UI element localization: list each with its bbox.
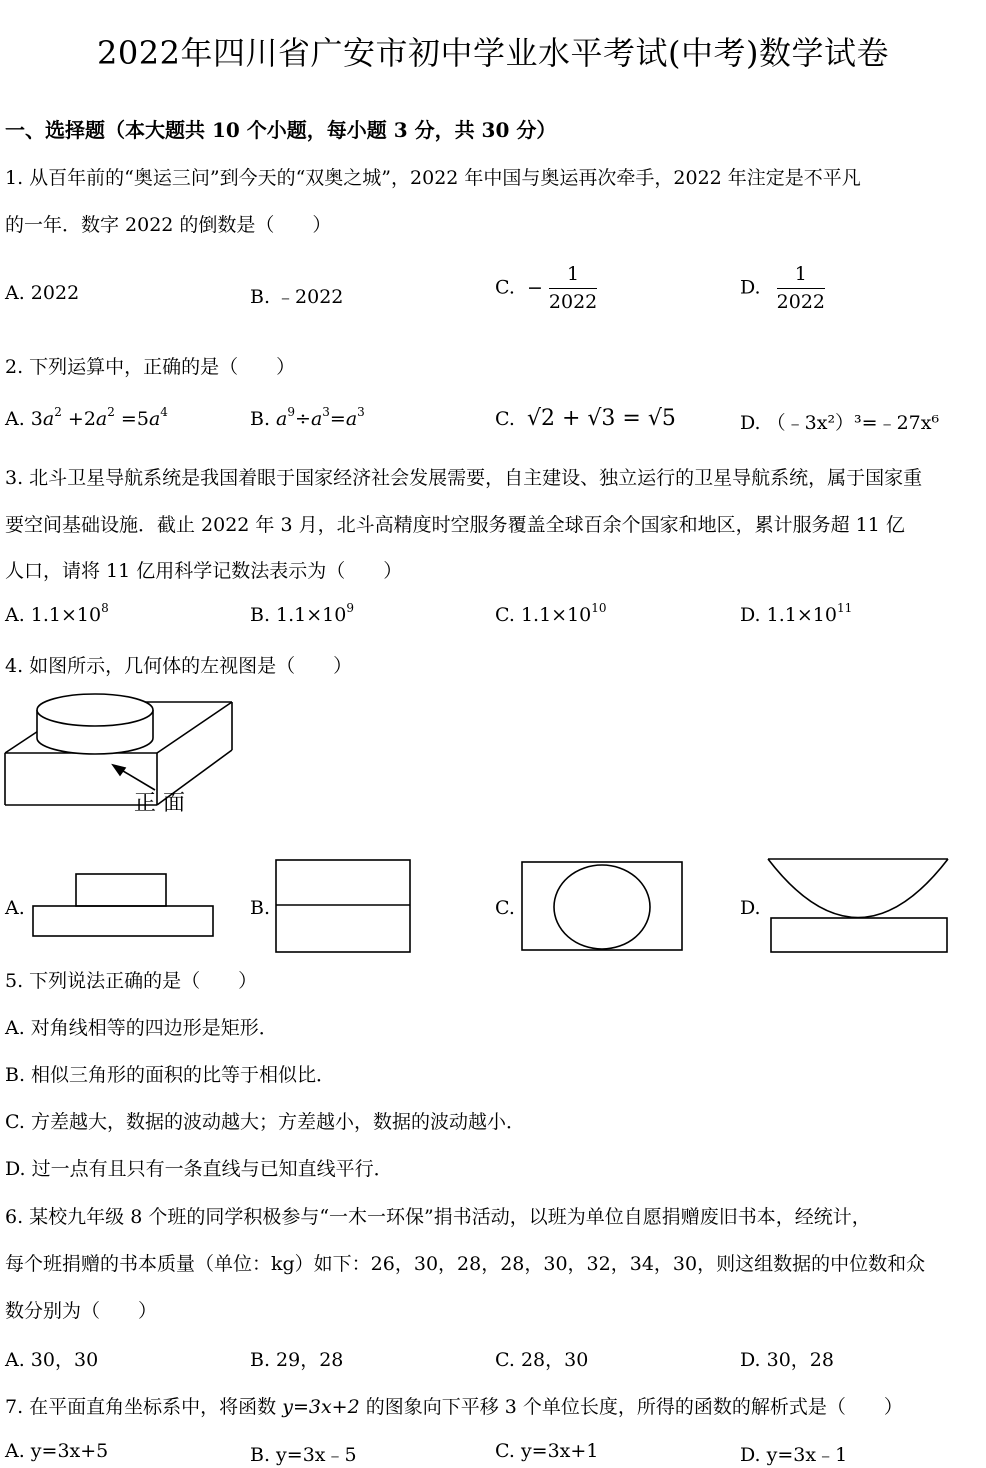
q2-option-c-expression: √2 + √3 = √5 <box>526 406 676 431</box>
q1-option-c-fraction <box>549 263 597 314</box>
q1-stem-line1: 1. 从百年前的“奥运三问”到今天的“双奥之城”，2022 年中国与奥运再次牵手，2022 年注定是不平凡 <box>5 167 861 189</box>
q6-option-b[interactable]: B. 29，28 <box>250 1349 344 1371</box>
q2-option-d[interactable]: D. （﹣3x²）³=﹣27x⁶ <box>740 412 940 434</box>
q1-option-d-numerator: 1 <box>777 263 825 289</box>
page-title: 2022年四川省广安市初中学业水平考试(中考)数学试卷 <box>97 34 889 72</box>
q1-option-c-sign: − <box>526 277 543 300</box>
q3-option-a-exponent: 8 <box>101 601 109 615</box>
q5-option-a[interactable]: A. 对角线相等的四边形是矩形． <box>5 1017 278 1039</box>
q4-option-a-figure[interactable] <box>30 872 216 938</box>
q1-option-c-numerator: 1 <box>549 263 597 289</box>
q5-stem: 5. 下列说法正确的是（ ） <box>5 970 258 992</box>
q3-option-c[interactable] <box>495 601 607 626</box>
q5-option-b[interactable]: B. 相似三角形的面积的比等于相似比． <box>5 1064 336 1086</box>
q3-option-b-exponent: 9 <box>346 601 354 615</box>
q2-option-a-prefix: A. 3 <box>5 408 43 430</box>
q7-option-b[interactable]: B. y=3x﹣5 <box>250 1444 357 1466</box>
q7-option-c[interactable]: C. y=3x+1 <box>495 1440 599 1462</box>
q4-option-b-figure[interactable] <box>274 858 412 954</box>
q1-option-d-fraction <box>777 263 825 314</box>
q6-stem-line2: 每个班捐赠的书本质量（单位：kg）如下：26，30，28，28，30，32，34，30，则这组数据的中位数和众 <box>5 1253 926 1275</box>
q2-option-a[interactable]: A. $3a^2 +2a^2 =5a^4$ <box>5 405 168 430</box>
q1-option-b[interactable]: B. ﹣2022 <box>250 286 344 308</box>
q4-front-label: 正 面 <box>134 791 185 816</box>
q4-solid-diagram <box>0 680 240 820</box>
q7-stem-function: y=3x+2 <box>282 1396 360 1418</box>
q7-option-d[interactable]: D. y=3x﹣1 <box>740 1444 848 1466</box>
q7-stem-pre: 7. 在平面直角坐标系中，将函数 <box>5 1396 283 1418</box>
q6-option-c[interactable]: C. 28，30 <box>495 1349 589 1371</box>
q1-option-c-prefix: C. <box>495 276 515 299</box>
q1-option-c[interactable] <box>495 263 597 314</box>
q3-option-a-base: A. 1.1×10 <box>5 604 102 626</box>
q3-option-b[interactable] <box>250 601 354 626</box>
q7-option-a[interactable]: A. y=3x+5 <box>5 1440 109 1462</box>
q6-stem-line1: 6. 某校九年级 8 个班的同学积极参与“一木一环保”捐书活动，以班为单位自愿捐赠废旧书本，经统计， <box>5 1206 871 1228</box>
q5-option-d[interactable]: D. 过一点有且只有一条直线与已知直线平行． <box>5 1158 393 1180</box>
q5-option-c[interactable]: C. 方差越大，数据的波动越大；方差越小，数据的波动越小． <box>5 1111 525 1133</box>
q2-option-c[interactable] <box>495 406 676 431</box>
q2-stem: 2. 下列运算中，正确的是（ ） <box>5 356 296 378</box>
q3-stem-line1: 3. 北斗卫星导航系统是我国着眼于国家经济社会发展需要，自主建设、独立运行的卫星导航系统，属于国家重 <box>5 467 923 489</box>
q3-option-d[interactable] <box>740 601 853 626</box>
q3-option-b-base: B. 1.1×10 <box>250 604 347 626</box>
q1-option-d-denominator: 2022 <box>776 290 826 313</box>
q1-option-c-denominator: 2022 <box>548 290 598 313</box>
q1-option-d[interactable] <box>740 263 825 314</box>
q3-option-c-base: C. 1.1×10 <box>495 604 592 626</box>
q7-stem-post: 的图象向下平移 3 个单位长度，所得的函数的解析式是（ ） <box>359 1396 903 1418</box>
q6-option-d[interactable]: D. 30，28 <box>740 1349 834 1371</box>
q4-option-b-label[interactable]: B. <box>250 897 271 919</box>
q3-stem-line2: 要空间基础设施．截止 2022 年 3 月，北斗高精度时空服务覆盖全球百余个国家和地区，累计服务超 11 亿 <box>5 514 905 536</box>
section-heading: 一、选择题（本大题共 10 个小题，每小题 3 分，共 30 分） <box>5 118 557 142</box>
q3-option-a[interactable] <box>5 601 109 626</box>
q4-option-d-label[interactable]: D. <box>740 897 761 919</box>
q6-stem-line3: 数分别为（ ） <box>5 1300 158 1322</box>
q4-option-d-figure[interactable] <box>765 856 951 956</box>
q2-option-b-prefix: B. <box>250 408 277 430</box>
q4-option-c-figure[interactable] <box>520 860 684 952</box>
q4-option-c-label[interactable]: C. <box>495 897 515 919</box>
q3-option-c-exponent: 10 <box>591 601 607 615</box>
q4-stem: 4. 如图所示，几何体的左视图是（ ） <box>5 655 353 677</box>
q2-option-b[interactable]: B. $a^9\div a^3=a^3$ <box>250 405 365 430</box>
q3-option-d-base: D. 1.1×10 <box>740 604 837 626</box>
q3-option-d-exponent: 11 <box>836 601 853 615</box>
q1-option-d-prefix: D. <box>740 276 761 299</box>
q1-option-a[interactable]: A. 2022 <box>5 282 80 304</box>
q6-option-a[interactable]: A. 30，30 <box>5 1349 99 1371</box>
q1-stem-line2: 的一年．数字 2022 的倒数是（ ） <box>5 214 332 236</box>
q3-stem-line3: 人口，请将 11 亿用科学记数法表示为（ ） <box>5 560 403 582</box>
q7-stem <box>5 1392 903 1419</box>
q2-option-c-prefix: C. <box>495 408 515 430</box>
q4-option-a-label[interactable]: A. <box>5 897 25 919</box>
